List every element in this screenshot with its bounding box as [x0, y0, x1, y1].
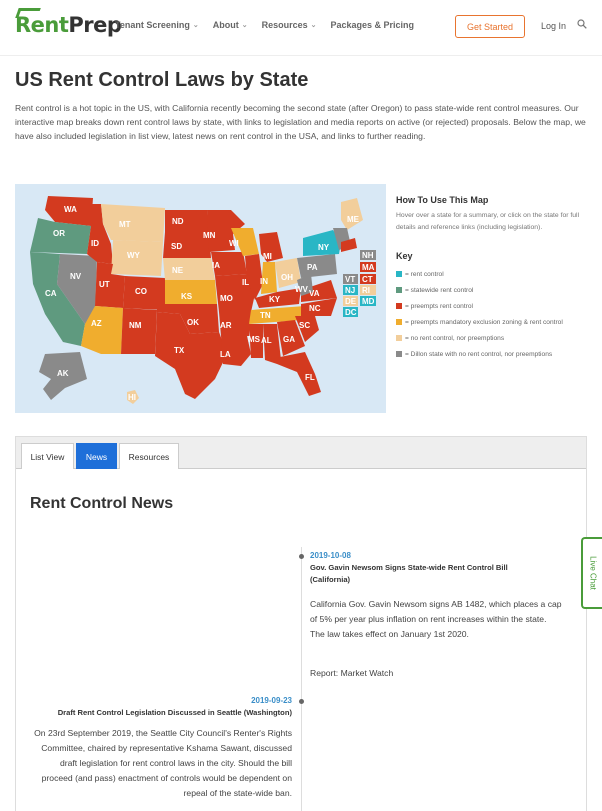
state-label-il: IL — [242, 278, 250, 287]
key-item — [396, 330, 596, 346]
swatch-rent-control — [396, 271, 402, 277]
state-label-me: ME — [347, 215, 359, 224]
state-me[interactable] — [341, 198, 363, 230]
tab-list-view[interactable]: List View — [21, 443, 74, 469]
nav-packages-pricing[interactable] — [331, 20, 415, 30]
nav-tenant-screening[interactable] — [115, 20, 199, 30]
chevron-down-icon: ⌄ — [310, 22, 317, 29]
state-label-tx: TX — [174, 346, 185, 355]
swatch-statewide — [396, 287, 402, 293]
state-label-ct: CT — [362, 275, 373, 284]
state-label-md: MD — [362, 297, 375, 306]
news-date: 2019-09-23 — [251, 696, 292, 705]
state-label-nd: ND — [172, 217, 184, 226]
key-legend — [396, 266, 596, 362]
news-date: 2019-10-08 — [310, 551, 351, 560]
key-item — [396, 298, 596, 314]
state-label-ks: KS — [181, 292, 193, 301]
nav-about[interactable] — [213, 20, 248, 30]
state-label-in: IN — [260, 277, 268, 286]
nav-label: About — [212, 20, 239, 30]
howto-title: How To Use This Map — [396, 195, 489, 205]
page-title: US Rent Control Laws by State — [15, 69, 309, 91]
state-label-la: LA — [220, 350, 231, 359]
logo-text-rent: Rent — [15, 13, 69, 37]
state-label-ca: CA — [45, 289, 57, 298]
state-label-sd: SD — [171, 242, 183, 251]
state-label-ma: MA — [362, 263, 375, 272]
state-label-ar: AR — [220, 321, 232, 330]
state-label-sc: SC — [299, 321, 311, 330]
state-label-ak: AK — [57, 369, 69, 378]
live-chat-tab[interactable] — [581, 537, 602, 609]
state-label-al: AL — [261, 336, 272, 345]
logo-text-prep: Prep — [68, 13, 122, 37]
state-label-mi: MI — [263, 252, 272, 261]
state-label-ga: GA — [283, 335, 295, 344]
state-label-de: DE — [345, 297, 357, 306]
key-label: = preempts rent control — [405, 302, 473, 310]
news-headline[interactable]: Draft Rent Control Legislation Discussed in Seattle (Washington) — [57, 708, 292, 717]
state-label-wi: WI — [229, 239, 239, 248]
state-label-fl: FL — [305, 373, 315, 382]
get-started-button[interactable]: Get Started — [455, 15, 525, 38]
state-label-nc: NC — [309, 304, 321, 313]
us-map-svg — [15, 184, 386, 413]
site-header — [0, 0, 602, 56]
state-label-ia: IA — [212, 261, 220, 270]
state-label-ky: KY — [269, 295, 281, 304]
tab-bar — [16, 437, 586, 469]
state-label-pa: PA — [307, 263, 318, 272]
nav-resources[interactable] — [262, 20, 317, 30]
login-link[interactable]: Log In — [541, 21, 567, 31]
rentprep-logo[interactable] — [15, 13, 121, 37]
swatch-preempts-mandatory — [396, 319, 402, 325]
state-label-ne: NE — [172, 266, 184, 275]
content-panel — [15, 436, 587, 811]
state-label-nm: NM — [129, 321, 142, 330]
state-label-vt: VT — [345, 275, 356, 284]
us-rent-control-map — [15, 184, 386, 413]
nav-label: Tenant Screening — [115, 20, 190, 30]
timeline-dot — [299, 554, 304, 559]
state-label-nh: NH — [362, 251, 374, 260]
timeline-dot — [299, 699, 304, 704]
house-roof-icon — [15, 8, 41, 18]
state-label-mn: MN — [203, 231, 216, 240]
state-label-oh: OH — [281, 273, 293, 282]
news-headline[interactable]: Gov. Gavin Newsom Signs State-wide Rent Control Bill (California) — [310, 563, 508, 584]
key-item — [396, 282, 596, 298]
key-item — [396, 314, 596, 330]
state-ne[interactable] — [163, 258, 215, 280]
state-label-nj: NJ — [345, 286, 356, 295]
news-body: California Gov. Gavin Newsom signs AB 1482, which places a cap of 5% per year plus inflation on rent increases within the state. The law takes effect on January 1st 2020. — [310, 599, 562, 639]
key-label: = Dillon state with no rent control, nor preemptions — [405, 350, 553, 358]
state-label-va: VA — [309, 289, 320, 298]
swatch-no-rent-control — [396, 335, 402, 341]
state-label-ms: MS — [248, 335, 260, 344]
state-label-ok: OK — [187, 318, 199, 327]
news-report[interactable]: Report: Market Watch — [310, 668, 394, 678]
state-label-ny: NY — [318, 243, 330, 252]
state-label-mo: MO — [220, 294, 233, 303]
nav-label: Resources — [261, 20, 308, 30]
key-title: Key — [396, 251, 413, 261]
state-label-wv: WV — [295, 285, 308, 294]
nav-label: Packages & Pricing — [330, 20, 415, 30]
main-nav — [115, 20, 414, 30]
key-label: = preempts mandatory exclusion zoning & rent control — [405, 318, 563, 326]
tab-news[interactable]: News — [76, 443, 117, 469]
key-label: = rent control — [405, 270, 444, 278]
state-label-co: CO — [135, 287, 147, 296]
intro-paragraph: Rent control is a hot topic in the US, with California recently becoming the second state (after Oregon) to pass state-wide rent control measures. Our interactive map breaks down rent control laws by state, with links to legislation and media reports on active (or rejected) proposals. Below the map, we have also included legislation in list view, latest news on rent control in the USA, and links to further reading. — [15, 103, 586, 141]
state-label-az: AZ — [91, 319, 102, 328]
state-label-ut: UT — [99, 280, 110, 289]
tab-resources[interactable]: Resources — [119, 443, 179, 469]
state-label-wa: WA — [64, 205, 77, 214]
news-body: On 23rd September 2019, the Seattle City Council's Renter's Rights Committee, chaired by representative Kshama Sawant, discussed draft legislation for rent control laws in the city. Should the bill proceed (and pass) enactment of controls would be dependent on repeal of the state-wide ban. — [34, 728, 292, 798]
key-label: = statewide rent control — [405, 286, 474, 294]
state-label-id: ID — [91, 239, 99, 248]
key-label: = no rent control, nor preemptions — [405, 334, 505, 342]
key-item — [396, 346, 596, 362]
howto-text: Hover over a state for a summary, or click on the state for full details and reference links (including legislation). — [396, 212, 580, 231]
state-mt[interactable] — [101, 204, 165, 242]
state-label-or: OR — [53, 229, 65, 238]
state-nm[interactable] — [121, 308, 157, 354]
state-label-dc: DC — [345, 308, 357, 317]
news-title: Rent Control News — [30, 495, 174, 512]
state-label-hi: HI — [128, 393, 136, 402]
chevron-down-icon: ⌄ — [241, 22, 248, 29]
state-label-wy: WY — [127, 251, 140, 260]
chevron-down-icon: ⌄ — [192, 22, 199, 29]
search-icon[interactable] — [577, 19, 587, 29]
state-label-ri: RI — [362, 286, 370, 295]
state-label-nv: NV — [70, 272, 82, 281]
key-item — [396, 266, 596, 282]
state-label-mt: MT — [119, 220, 131, 229]
swatch-dillon — [396, 351, 402, 357]
state-label-tn: TN — [260, 311, 271, 320]
live-chat-label: Live Chat — [588, 556, 597, 590]
state-tn[interactable] — [249, 306, 305, 324]
swatch-preempts — [396, 303, 402, 309]
timeline-line — [301, 547, 302, 811]
